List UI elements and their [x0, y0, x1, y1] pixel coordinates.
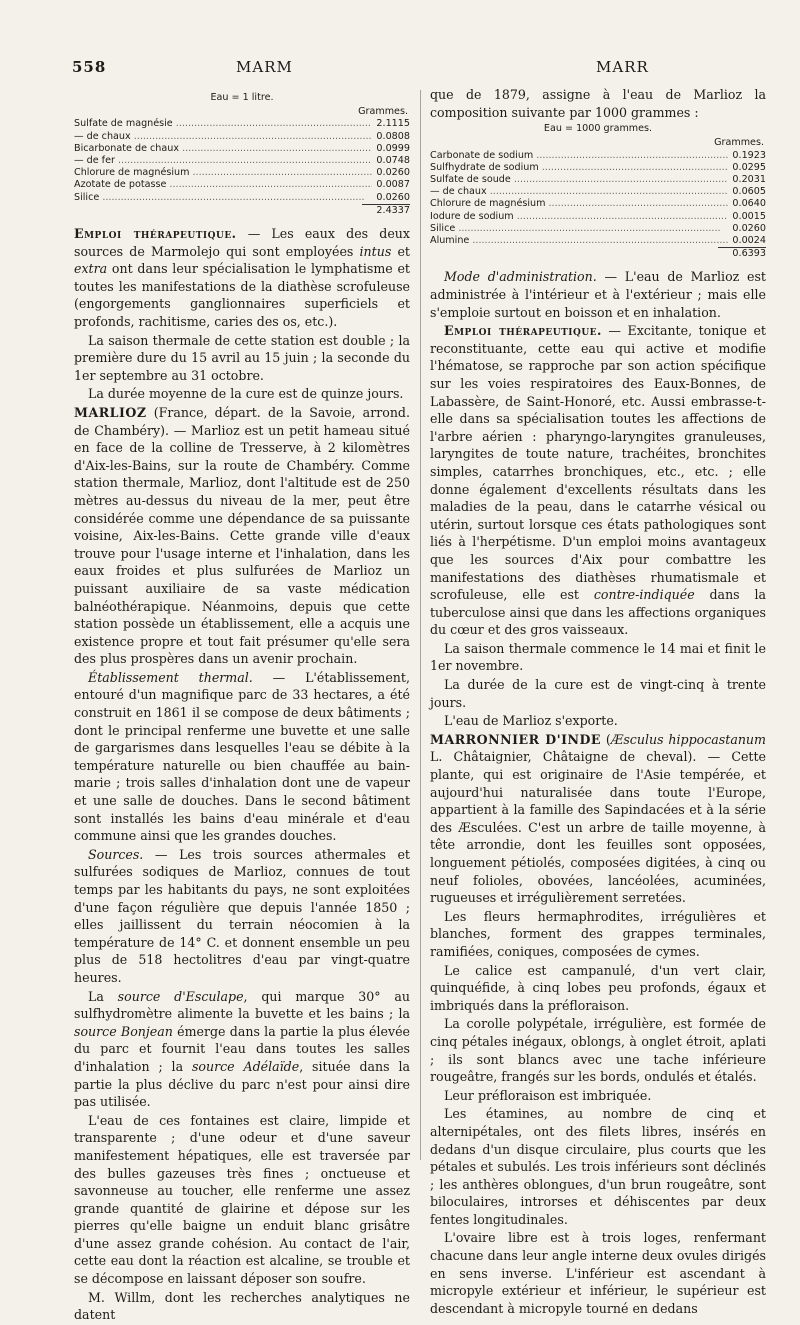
paragraph: La durée moyenne de la cure est de quinze jours. — [88, 386, 404, 402]
table-total: 0.6393 — [718, 247, 766, 260]
row-value: 0.0605 — [732, 186, 766, 198]
table-row — [430, 211, 766, 223]
row-label: — de chaux ..... — [430, 186, 728, 198]
text: et — [391, 243, 410, 259]
italic-term: contre-indiquée — [593, 587, 695, 603]
composition-table-marmolejo — [74, 92, 410, 217]
table-unit: Grammes. — [358, 106, 408, 118]
row-label: Iodure de sodium ..... — [430, 211, 728, 223]
text: (France, départ. de la Savoie, arrond. de Chambéry). — Marlioz est un petit hameau situé en face de la colline de Tresserve, à 2 kilomètres d'Aix-les-Bains, sur la route de Chambéry. Comme station thermale, Marlioz, dont l'altitude est de 250 mètres au-dessus du niveau de la mer, peut être considérée comme une dépendance de sa puissante voisine, Aix-les-Bains. Cette grande ville d'eaux trouve pour l'usage interne et l'inhalation, dans les eaux froides et plus sulfurées de Marlioz un puissant auxiliaire de sa vaste médication balnéothérapique. Néanmoins, depuis que cette station possède un établissement, elle a acquis une existence propre et tout fait présumer qu'elle sera des plus prospères dans un avenir prochain. — [74, 404, 410, 667]
paragraph: L'eau de Marlioz s'exporte. — [444, 713, 618, 729]
table-caption: Eau = 1 litre. — [210, 92, 274, 103]
italic-term: intus — [359, 243, 392, 259]
table-unit: Grammes. — [714, 137, 764, 149]
table-row — [430, 198, 766, 210]
paragraph: Les étamines, au nombre de cinq et alternipétales, ont des filets libres, insérés en dedans d'un disque circulaire, plus courts que les pétales et subulés. Les trois inférieurs sont déclinés ; les anthères oblongues, d'un brun rougeâtre, sont biloculaires, introrses et déhiscentes par deux fentes longitudinales. — [430, 1106, 766, 1227]
row-value: 0.0640 — [732, 198, 766, 210]
row-value: 0.0748 — [376, 155, 410, 167]
row-value: 0.0808 — [376, 130, 410, 142]
table-row — [430, 223, 766, 235]
paragraph: L'eau de ces fontaines est claire, limpide et transparente ; d'une odeur et d'une saveur manifestement hépatiques, elle est traversée par des bulles gazeuses très fines ; onctueuse et savonneuse au toucher, elle renferme une assez grande quantité de glairine et dépose sur les pierres qu'elle baigne un enduit blanc grisâtre d'une assez grande cohésion. Au contact de l'air, cette eau dont la réaction est alcaline, se trouble et se décompose en laissant déposer son soufre. — [74, 1112, 410, 1287]
text: — Excitante, tonique et reconstituante, cette eau qui active et modifie l'hématose, se rapproche par son action spécifique sur les voies respiratoires des Eaux-Bonnes, de Labassère, de Saint-Honoré, etc. Aussi embrasse-t-elle dans sa spécialisation toutes les affections de l'arbre aérien : pharyngo-laryngites granuleuses, laryngites de toute nature, trachéites, bronchites simples, catarrhes bronchiques, etc., etc. ; elle donne également d'excellents résultats dans les maladies de la peau, dans le catarrhe vésical ou utérin, surtout lorsque ces états pathologiques sont liés à l'herpétisme. D'un emploi moins avantageux que les sources d'Aix pour combattre les manifestations des diathèses rhumatismale et scrofuleuse, elle est — [430, 323, 766, 603]
row-value: 0.0260 — [376, 167, 410, 179]
paragraph — [430, 322, 766, 639]
paragraph: M. Willm, dont les recherches analytiques ne datent — [74, 1289, 410, 1323]
section-head: Emploi thérapeutique. — [444, 323, 602, 339]
text: ( — [601, 731, 611, 747]
row-value: 0.2031 — [732, 174, 766, 185]
paragraph: Les fleurs hermaphrodites, irrégulières et blanches, forment des grappes terminales, ramifiées, coniques, composées de cymes. — [430, 908, 766, 959]
subhead: Sources. — [88, 846, 144, 862]
row-label: Chlorure de magnésium ..... — [430, 198, 728, 210]
page-number: 558 — [72, 58, 107, 76]
section-head: Emploi thérapeutique. — [74, 226, 237, 242]
row-label: Azotate de potasse ..... — [74, 179, 372, 191]
text: , qui marque 30° au sulfhydromètre alimente la buvette et les bains ; la — [74, 988, 410, 1022]
text: ont dans leur spécialisation le lymphatisme et toutes les manifestations de la diathèse scrofuleuse (engorgements ganglionnaires superficiels et profonds, rachitisme, caries des os, etc.). — [74, 261, 410, 329]
italic-term: source Adélaïde — [191, 1058, 300, 1074]
text: — L'établissement, entouré d'un magnifique parc de 33 hectares, a été construit en 1861 il se compose de deux bâtiments ; dont le principal renferme une buvette et une salle de gargarismes dans lesquelles l'eau se débite à la température naturelle ou bien chauffée au bain-marie ; trois salles d'inhalation dont une de vapeur et une salle de douches. Dans le second bâtiment sont installés les bains d'eau minérale et d'eau commune ainsi que les grandes douches. — [74, 669, 410, 844]
text: — L'eau de Marlioz est administrée à l'intérieur et à l'extérieur ; mais elle s'emploie surtout en boisson et en inhalation. — [430, 269, 766, 320]
text: , située dans la partie la plus déclive du parc n'est pour ainsi dire pas utilisée. — [74, 1058, 411, 1110]
subhead: Établissement thermal. — [88, 669, 253, 685]
paragraph — [74, 988, 410, 1111]
italic-term: extra — [74, 261, 108, 277]
table-row — [430, 186, 766, 198]
table-row — [74, 192, 410, 204]
row-label: Silice ..... — [430, 223, 721, 235]
row-label: Sulfate de magnésie ..... — [74, 118, 372, 130]
paragraph: L'ovaire libre est à trois loges, renfermant chacune dans leur angle interne deux ovules dirigés en sens inverse. L'inférieur est ascendant à micropyle extérieur et inférieur, le supérieur est descendant à micropyle tourné en dedans — [430, 1230, 766, 1316]
column-divider — [420, 90, 421, 1160]
row-value: 0.0087 — [376, 179, 410, 191]
row-label: — de chaux ..... — [74, 131, 372, 143]
table-row — [74, 167, 410, 179]
table-row — [430, 150, 766, 162]
row-label: Alumine ..... — [430, 235, 728, 247]
text: — Les eaux des deux sources de Marmolejo qui sont employées — [74, 226, 410, 259]
text: émerge dans la partie la plus élevée du parc et fournit l'eau dans toutes les salles d'inhalation ; la — [74, 1023, 410, 1074]
row-value: 0.0295 — [732, 161, 766, 173]
left-column — [74, 90, 410, 1325]
row-label: Carbonate de sodium ..... — [430, 150, 728, 162]
row-value: 0.0260 — [732, 222, 766, 234]
text: dans la tuberculose ainsi que dans les affections organiques du cœur et des gros vaisseaux. — [430, 587, 767, 638]
row-label: Chlorure de magnésium ..... — [74, 167, 372, 179]
text: — Les trois sources athermales et sulfurées sodiques de Marlioz, connues de tout temps par les habitants du pays, ne sont exploitées d'une façon régulière que depuis l'année 1850 ; elles jaillissent du terrain néocomien à la température de 14° C. et donnent ensemble un peu plus de 518 hectolitres d'eau par vingt-quatre heures. — [74, 846, 410, 985]
row-label: Bicarbonate de chaux ..... — [74, 143, 372, 155]
row-value: 0.0999 — [376, 142, 410, 154]
row-value: 0.0015 — [732, 210, 766, 222]
right-column — [430, 86, 766, 1318]
paragraph: Leur préfloraison est imbriquée. — [444, 1087, 652, 1103]
entry-head: MARRONNIER D'INDE — [430, 731, 601, 747]
paragraph — [74, 846, 410, 987]
table-row — [74, 143, 410, 155]
table-row — [74, 179, 410, 191]
table-caption: Eau = 1000 grammes. — [543, 123, 653, 135]
paragraph: La corolle polypétale, irrégulière, est formée de cinq pétales inégaux, oblongs, à onglet étroit, aplati ; ils sont blancs avec une tache inférieure rougeâtre, frangés sur les bords, ondulés et étalés. — [430, 1016, 766, 1085]
row-label: Sulfate de soude ..... — [430, 174, 728, 186]
composition-table-marlioz — [430, 123, 766, 260]
table-row — [74, 118, 410, 130]
italic-term: source d'Esculape — [117, 988, 244, 1004]
table-row — [430, 162, 766, 174]
text: L. Châtaignier, Châtaigne de cheval). — Cette plante, qui est originaire de l'Asie tempérée, et aujourd'hui naturalisée dans toute l'Europe, appartient à la famille des Sapindacées et à la série des Æsculées. C'est un arbre de taille moyenne, à tête arrondie, dont les feuilles sont opposées, longuement pétiolés, composées digitées, à cinq ou neuf folioles, obovées, lancéolées, acuminées, rugueuses et irrégulièrement serretées. — [430, 749, 766, 906]
row-value: 0.0024 — [732, 235, 766, 247]
row-value: 0.0260 — [376, 191, 410, 203]
paragraph: La saison thermale commence le 14 mai et finit le 1er novembre. — [430, 640, 766, 674]
paragraph: La saison thermale de cette station est double ; la première dure du 15 avril au 15 juin ; la seconde du 1er septembre au 31 octobre. — [74, 332, 410, 383]
latin-name: Æsculus hippocastanum — [610, 731, 766, 747]
paragraph — [430, 268, 766, 321]
row-label: — de fer ..... — [74, 155, 372, 167]
row-label: Silice ..... — [74, 192, 365, 204]
table-row — [74, 131, 410, 143]
paragraph: que de 1879, assigne à l'eau de Marlioz la composition suivante par 1000 grammes : — [430, 87, 766, 120]
entry-marlioz — [74, 404, 410, 668]
row-value: 2.1115 — [376, 118, 410, 130]
table-rows — [74, 118, 410, 203]
table-row — [430, 235, 766, 247]
entry-head: MARLIOZ — [74, 404, 147, 420]
italic-term: source Bonjean — [74, 1023, 173, 1039]
subhead: Mode d'administration. — [444, 269, 597, 285]
table-total: 2.4337 — [362, 204, 410, 217]
text: La — [88, 988, 118, 1004]
paragraph: Le calice est campanulé, d'un vert clair, quinquéfide, à cinq lobes peu profonds, égaux et imbriqués dans la préfloraison. — [430, 962, 766, 1013]
running-head-right: MARR — [596, 58, 649, 76]
running-head-left: MARM — [236, 58, 293, 76]
entry-marronnier — [430, 731, 766, 907]
table-rows — [430, 150, 766, 248]
table-row — [430, 174, 766, 186]
row-label: Sulfhydrate de sodium ..... — [430, 162, 728, 174]
paragraph: La durée de la cure est de vingt-cinq à trente jours. — [430, 677, 766, 710]
paragraph — [74, 669, 410, 845]
table-row — [74, 155, 410, 167]
row-value: 0.1923 — [732, 149, 766, 161]
paragraph — [74, 225, 410, 331]
